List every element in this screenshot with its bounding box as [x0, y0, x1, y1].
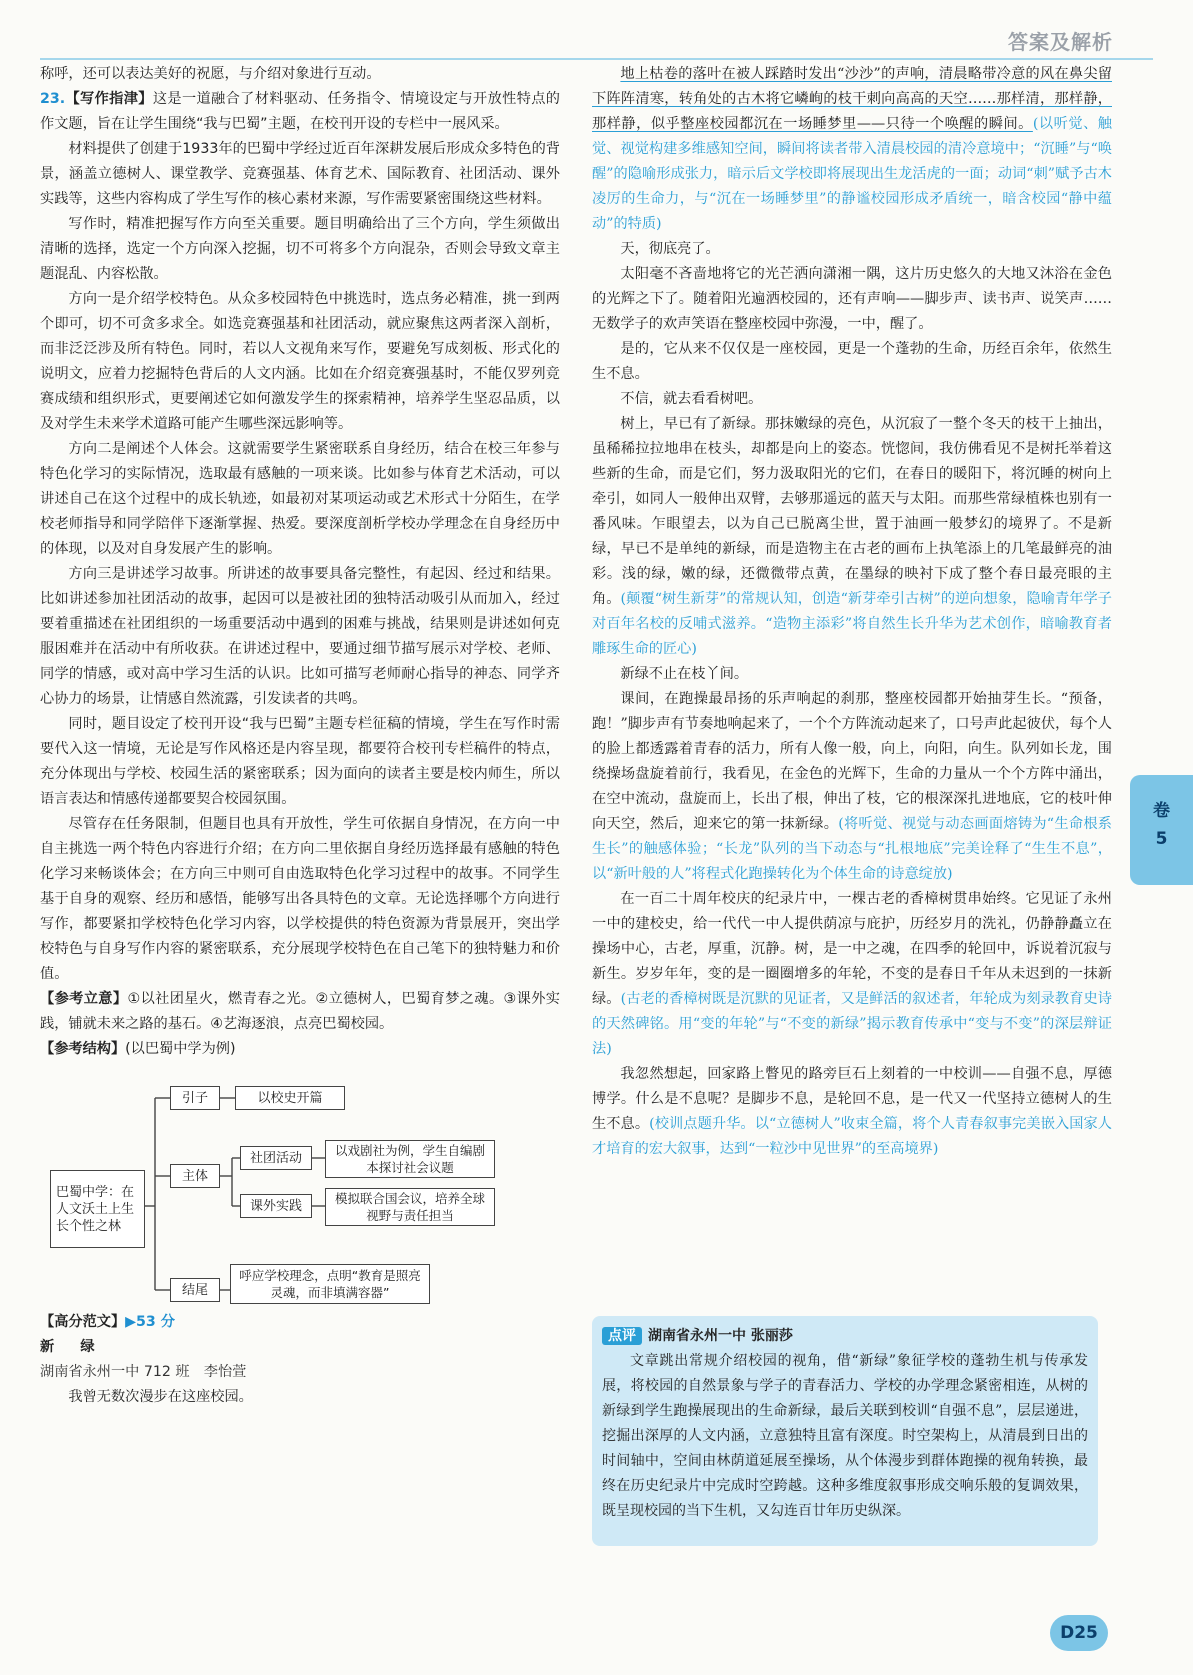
essay-para-6-text: 树上，早已有了新绿。那抹嫩绿的亮色，从沉寂了一整个冬天的枝干上抽出，虽稀稀拉拉地串在枝头，却都是向上的姿态。恍惚间，我仿佛看见不是树托举着这些新的生命，而是它们，努力汲取阳光的它们，在春日的暖阳下，将沉睡的树向上牵引，如同人一般伸出双臂，去够那遥远的蓝天与太阳。而那些常绿植株也别有一番风味。乍眼望去，以为自己已脱离尘世，置于油画一般梦幻的境界了。不是新绿，早已不是单纯的新绿，而是造物主在古老的画布上执笔添上的几笔最鲜亮的油彩。浅的绿，嫩的绿，还微微带点黄，在墨绿的映衬下成了整个春日最亮眼的主角。 [592, 416, 1112, 607]
reference-structure [40, 1037, 560, 1062]
volume-side-tab [1130, 775, 1193, 885]
essay-para-8 [592, 687, 1112, 887]
right-column [592, 62, 1112, 1162]
essay-para-9-text: 在一百二十周年校庆的纪录片中，一棵古老的香樟树贯串始终。它见证了永州一中的建校史，给一代代一中人提供荫凉与庇护，历经岁月的洗礼，仍静静矗立在操场中心，古老，厚重，沉静。树，是一中之魂，在四季的轮回中，诉说着沉寂与新生。岁岁年年，变的是一圈圈增多的年轮，不变的是春日千年从未迟到的一抹新绿。 [592, 891, 1112, 1007]
reference-ideas [40, 987, 560, 1037]
diagram-intro-leaf: 以校史开篇 [235, 1086, 345, 1110]
comment-header [602, 1324, 1088, 1349]
left-para-3: 方向一是介绍学校特色。从众多校园特色中挑选时，选点务必精准，挑一到两个即可，切不可贪多求全。如选竞赛强基和社团活动，就应聚焦这两者深入剖析，而非泛泛涉及所有特色。同时，若以人文视角来写作，要避免写成刻板、形式化的说明文，应着力挖掘特色背后的人文内涵。比如在介绍竞赛强基时，不能仅罗列竞赛成绩和组织形式，更要阐述它如何激发学生的探索精神，培养学生坚忍品质，以及对学生未来学术道路可能产生哪些深远影响等。 [40, 291, 560, 432]
reference-structure-note: (以巴蜀中学为例) [125, 1041, 236, 1057]
diagram-body-a-leaf: 以戏剧社为例，学生自编剧本探讨社会议题 [325, 1140, 495, 1178]
essay-para-6 [592, 412, 1112, 662]
essay-para-1-text: 地上枯卷的落叶在被人踩踏时发出“沙沙”的声响，清晨略带冷意的风在鼻尖留下阵阵清寒，转角处的古木将它嶙峋的枝干刺向高高的天空……那样清，那样静，那样静，似乎整座校园都沉在一场睡梦里——只待一个唤醒的瞬间。 [592, 66, 1112, 132]
question-23 [40, 87, 560, 137]
left-para-0: 称呼，还可以表达美好的祝愿，与介绍对象进行互动。 [40, 66, 381, 82]
essay-para-7: 新绿不止在枝丫间。 [620, 666, 749, 682]
essay-para-10 [592, 1062, 1112, 1162]
essay-para-1 [592, 62, 1112, 237]
reference-ideas-tag: 【参考立意】 [40, 991, 128, 1007]
essay-para-10-text: 我忽然想起，回家路上瞥见的路旁巨石上刻着的一中校训——自强不息，厚德博学。什么是不息呢？是脚步不息，是轮回不息，是一代又一代坚持立德树人的生生不息。 [592, 1066, 1112, 1132]
essay-para-8-annotation: (将听觉、视觉与动态画面熔铸为“生命根系生长”的触感体验；“长龙”队列的当下动态与“扎根地底”完美诠释了“生生不息”，以“新叶般的人”将程式化跑操转化为个体生命的诗意绽放) [592, 816, 1112, 882]
left-para-6: 同时，题目设定了校刊开设“我与巴蜀”主题专栏征稿的情境，学生在写作时需要代入这一情境，无论是写作风格还是内容呈现，都要符合校刊专栏稿件的特点，充分体现出与学校、校园生活的紧密联系；因为面向的读者主要是校内师生，所以语言表达和情感传递都要契合校园氛围。 [40, 716, 560, 807]
left-column [40, 62, 560, 1410]
diagram-root: 巴蜀中学：在人文沃土上生长个性之林 [50, 1170, 145, 1248]
essay-para-2: 天，彻底亮了。 [620, 241, 720, 257]
header-rule [40, 58, 1153, 60]
essay-first-line: 我曾无数次漫步在这座校园。 [68, 1389, 253, 1405]
essay-para-3: 太阳毫不吝啬地将它的光芒洒向潇湘一隅，这片历史悠久的大地又沐浴在金色的光辉之下了。随着阳光遍洒校园的，还有声响——脚步声、读书声、说笑声……无数学子的欢声笑语在整座校园中弥漫，一中，醒了。 [592, 266, 1112, 332]
side-tab-line2: 5 [1155, 829, 1168, 849]
reference-ideas-text: ①以社团星火，燃青春之光。②立德树人，巴蜀育梦之魂。③课外实践，铺就未来之路的基石。④艺海逐浪，点亮巴蜀校园。 [40, 991, 560, 1032]
model-essay-header [40, 1310, 560, 1335]
page-number: D25 [1050, 1615, 1108, 1651]
left-para-5: 方向三是讲述学习故事。所讲述的故事要具备完整性，有起因、经过和结果。比如讲述参加社团活动的故事，起因可以是被社团的独特活动吸引从而加入，经过要着重描述在社团组织的一场重要活动中遇到的困难与挑战，结果则是讲述如何克服困难并在活动中有所收获。在讲述过程中，要通过细节描写展示对学校、老师、同学的情感，或对高中学习生活的认识。比如可描写老师耐心指导的神态、同学齐心协力的场景，让情感自然流露，引发读者的共鸣。 [40, 566, 560, 707]
model-essay-score: ▶53 分 [125, 1314, 175, 1330]
left-para-7: 尽管存在任务限制，但题目也具有开放性，学生可依据自身情况，在方向一中自主挑选一两个特色内容进行介绍；在方向二里依据自身经历选择最有感触的特色化学习来畅谈体会；在方向三中则可自由选取特色化学习过程中的故事。不同学生基于自身的观察、经历和感悟，能够写出各具特色的文章。无论选择哪个方向进行写作，都要紧扣学校特色化学习内容，以学校提供的特色资源为背景展开，突出学校特色与自身写作内容的紧密联系，充分展现学校特色在自己笔下的独特魅力和价值。 [40, 816, 560, 982]
diagram-intro: 引子 [170, 1086, 220, 1110]
comment-text: 文章跳出常规介绍校园的视角，借“新绿”象征学校的蓬勃生机与传承发展，将校园的自然景象与学子的青春活力、学校的办学理念紧密相连，从树的新绿到学生跑操展现出的生命新绿，最后关联到校训“自强不息”，层层递进，挖掘出深厚的人文内涵，立意独特且富有深度。时空架构上，从清晨到日出的时间轴中，空间由林荫道延展至操场，从个体漫步到群体跑操的视角转换，最终在历史纪录片中完成时空跨越。这种多维度叙事形成交响乐般的复调效果，既呈现校园的当下生机，又勾连百廿年历史纵深。 [602, 1353, 1088, 1519]
page-header: 答案及解析 [1008, 30, 1113, 54]
comment-label: 点评 [602, 1327, 642, 1345]
structure-diagram [40, 1066, 560, 1306]
model-essay-tag: 【高分范文】 [40, 1314, 126, 1330]
essay-para-10-annotation: (校训点题升华。以“立德树人”收束全篇，将个人青春叙事完美嵌入国家人才培育的宏大叙事，达到“一粒沙中见世界”的至高境界) [592, 1116, 1112, 1157]
diagram-body: 主体 [170, 1164, 220, 1188]
essay-para-9-annotation: (古老的香樟树既是沉默的见证者，又是鲜活的叙述者，年轮成为刻录教育史诗的天然碑铭。用“变的年轮”与“不变的新绿”揭示教育传承中“变与不变”的深层辩证法) [592, 991, 1112, 1057]
reference-structure-tag: 【参考结构】 [40, 1041, 126, 1057]
comment-author: 湖南省永州一中 张丽莎 [648, 1328, 793, 1344]
diagram-body-b: 课外实践 [240, 1194, 312, 1218]
diagram-end: 结尾 [170, 1278, 220, 1302]
writing-guide-tag: 【写作指津】 [65, 91, 153, 107]
question-text: 这是一道融合了材料驱动、任务指令、情境设定与开放性特点的作文题，旨在让学生围绕“我与巴蜀”主题，在校刊开设的专栏中一展风采。 [40, 91, 560, 132]
essay-para-5: 不信，就去看看树吧。 [620, 391, 763, 407]
essay-para-8-text: 课间，在跑操最昂扬的乐声响起的刹那，整座校园都开始抽芽生长。“预备，跑！”脚步声有节奏地响起来了，一个个方阵流动起来了，口号声此起彼伏，每个人的脸上都透露着青春的活力，所有人像一般，向上，向阳，向生。队列如长龙，围绕操场盘旋着前行，我看见，在金色的光辉下，生命的力量从一个个方阵中涌出，在空中流动，盘旋而上，长出了根，伸出了枝，它的根深深扎进地底，它的枝叶伸向天空，然后，迎来它的第一抹新绿。 [592, 691, 1112, 832]
essay-para-6-annotation: (颠覆“树生新芽”的常规认知，创造“新芽牵引古树”的逆向想象，隐喻青年学子对百年名校的反哺式滋养。“造物主添彩”将自然生长升华为艺术创作，暗喻教育者雕琢生命的匠心) [592, 591, 1112, 657]
diagram-body-a: 社团活动 [240, 1146, 312, 1170]
essay-para-1-annotation: (以听觉、触觉、视觉构建多维感知空间，瞬间将读者带入清晨校园的清冷意境中；“沉睡”与“唤醒”的隐喻形成张力，暗示后文学校即将展现出生龙活虎的一面；动词“刺”赋予古木凌厉的生命力，与“沉在一场睡梦里”的静谧校园形成矛盾统一，暗含校园“静中蕴动”的特质) [592, 116, 1112, 232]
left-para-4: 方向二是阐述个人体会。这就需要学生紧密联系自身经历，结合在校三年参与特色化学习的实际情况，选取最有感触的一项来谈。比如参与体育艺术活动，可以讲述自己在这个过程中的成长轨迹，如最初对某项运动或艺术形式十分陌生，在学校老师指导和同学陪伴下逐渐掌握、热爱。要深度剖析学校办学理念在自身经历中的体现，以及对自身发展产生的影响。 [40, 441, 560, 557]
diagram-body-b-leaf: 模拟联合国会议，培养全球视野与责任担当 [325, 1188, 495, 1226]
side-tab-line1: 卷 [1153, 801, 1170, 821]
essay-author: 湖南省永州一中 712 班 李怡萱 [40, 1364, 247, 1380]
essay-para-4: 是的，它从来不仅仅是一座校园，更是一个蓬勃的生命，历经百余年，依然生生不息。 [592, 341, 1112, 382]
question-number: 23. [40, 91, 66, 107]
left-para-1: 材料提供了创建于1933年的巴蜀中学经过近百年深耕发展后形成众多特色的背景，涵盖立德树人、课堂教学、竞赛强基、体育艺术、国际教育、社团活动、课外实践等，这些内容构成了学生写作的核心素材来源，写作需要紧密围绕这些材料。 [40, 141, 560, 207]
comment-box [592, 1316, 1098, 1546]
diagram-end-leaf: 呼应学校理念，点明“教育是照亮灵魂，而非填满容器” [230, 1264, 430, 1304]
essay-title: 新 绿 [40, 1339, 101, 1355]
essay-para-9 [592, 887, 1112, 1062]
left-para-2: 写作时，精准把握写作方向至关重要。题目明确给出了三个方向，学生须做出清晰的选择，选定一个方向深入挖掘，切不可将多个方向混杂，否则会导致文章主题混乱、内容松散。 [40, 216, 560, 282]
